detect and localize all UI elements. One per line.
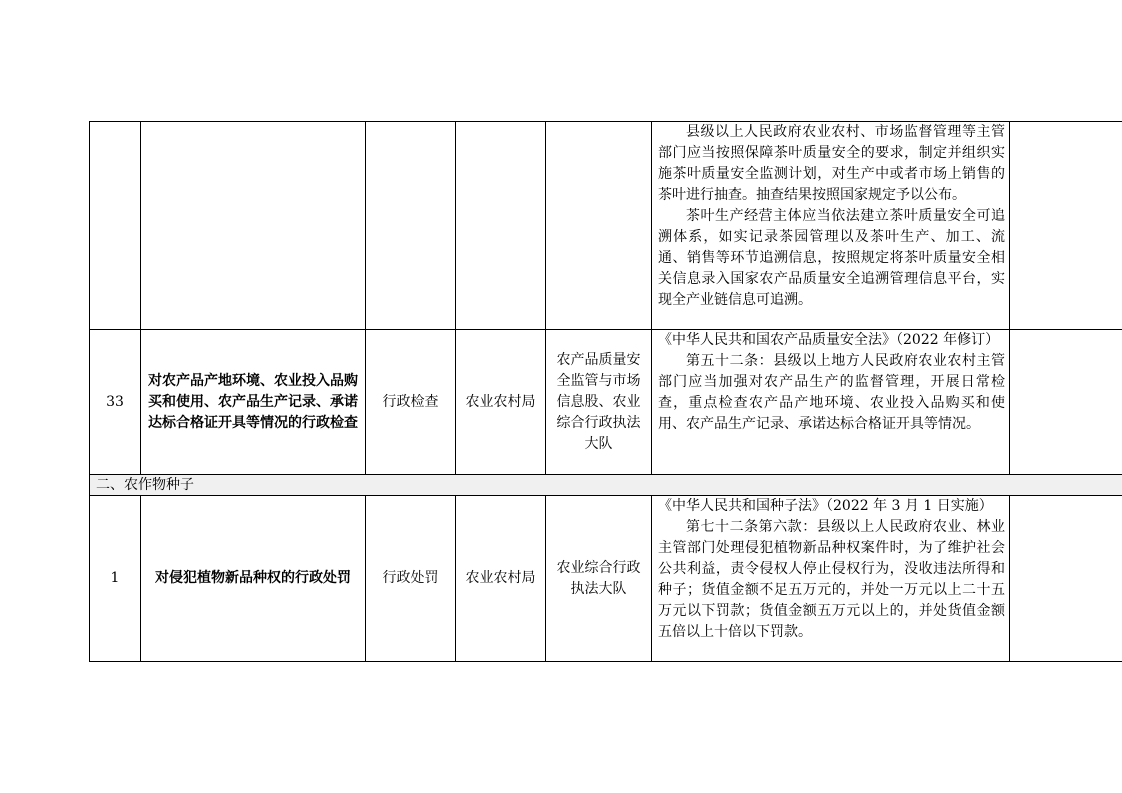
- basis-title: 《中华人民共和国农产品质量安全法》（2022 年修订）: [658, 332, 1000, 348]
- regulation-table: [89, 121, 1122, 662]
- table-row: [90, 496, 1122, 662]
- basis-paragraph: 第七十二条第六款：县级以上人民政府农业、林业主管部门处理侵犯植物新品种权案件时，为了维护社会公共利益，责令侵权人停止侵权行为，没收违法所得和种子；货值金额不足五万元的，并处一万元以上二十五万元以下罚款；货值金额五万元以上的，并处货值金额五倍以上十倍以下罚款。: [658, 519, 1005, 640]
- item-type: 行政处罚: [366, 496, 456, 662]
- legal-basis: [652, 122, 1010, 330]
- responsible-unit: 农业综合行政执法大队: [546, 496, 652, 662]
- remark: [1010, 122, 1122, 330]
- department: 农业农村局: [456, 496, 546, 662]
- remark: [1010, 330, 1122, 475]
- responsible-unit: 农产品质量安全监管与市场信息股、农业综合行政执法大队: [546, 330, 652, 475]
- legal-basis: [652, 330, 1010, 475]
- table-row: [90, 330, 1122, 475]
- department: 农业农村局: [456, 330, 546, 475]
- row-number: 1: [90, 496, 141, 662]
- basis-paragraph: 茶叶生产经营主体应当依法建立茶叶质量安全可追溯体系，如实记录茶园管理以及茶叶生产、加工、流通、销售等环节追溯信息，按照规定将茶叶质量安全相关信息录入国家农产品质量安全追溯管理信息平台，实现全产业链信息可追溯。: [658, 208, 1005, 308]
- row-number: [90, 122, 141, 330]
- item-name: 对农产品产地环境、农业投入品购买和使用、农产品生产记录、承诺达标合格证开具等情况的行政检查: [141, 330, 366, 475]
- department: [456, 122, 546, 330]
- item-name: 对侵犯植物新品种权的行政处罚: [141, 496, 366, 662]
- remark: [1010, 496, 1122, 662]
- table-row: [90, 122, 1122, 330]
- basis-title: 《中华人民共和国种子法》（2022 年 3 月 1 日实施）: [658, 498, 993, 514]
- basis-paragraph: 县级以上人民政府农业农村、市场监督管理等主管部门应当按照保障茶叶质量安全的要求，制定并组织实施茶叶质量安全监测计划，对生产中或者市场上销售的茶叶进行抽查。抽查结果按照国家规定予以公布。: [658, 124, 1005, 203]
- basis-paragraph: 第五十二条：县级以上地方人民政府农业农村主管部门应当加强对农产品生产的监督管理，开展日常检查，重点检查农产品产地环境、农业投入品购买和使用、农产品生产记录、承诺达标合格证开具等情况。: [658, 353, 1005, 432]
- item-type: [366, 122, 456, 330]
- legal-basis: [652, 496, 1010, 662]
- item-type: 行政检查: [366, 330, 456, 475]
- section-row: [90, 475, 1122, 496]
- row-number: 33: [90, 330, 141, 475]
- section-title: 二、农作物种子: [90, 475, 1122, 496]
- item-name: [141, 122, 366, 330]
- responsible-unit: [546, 122, 652, 330]
